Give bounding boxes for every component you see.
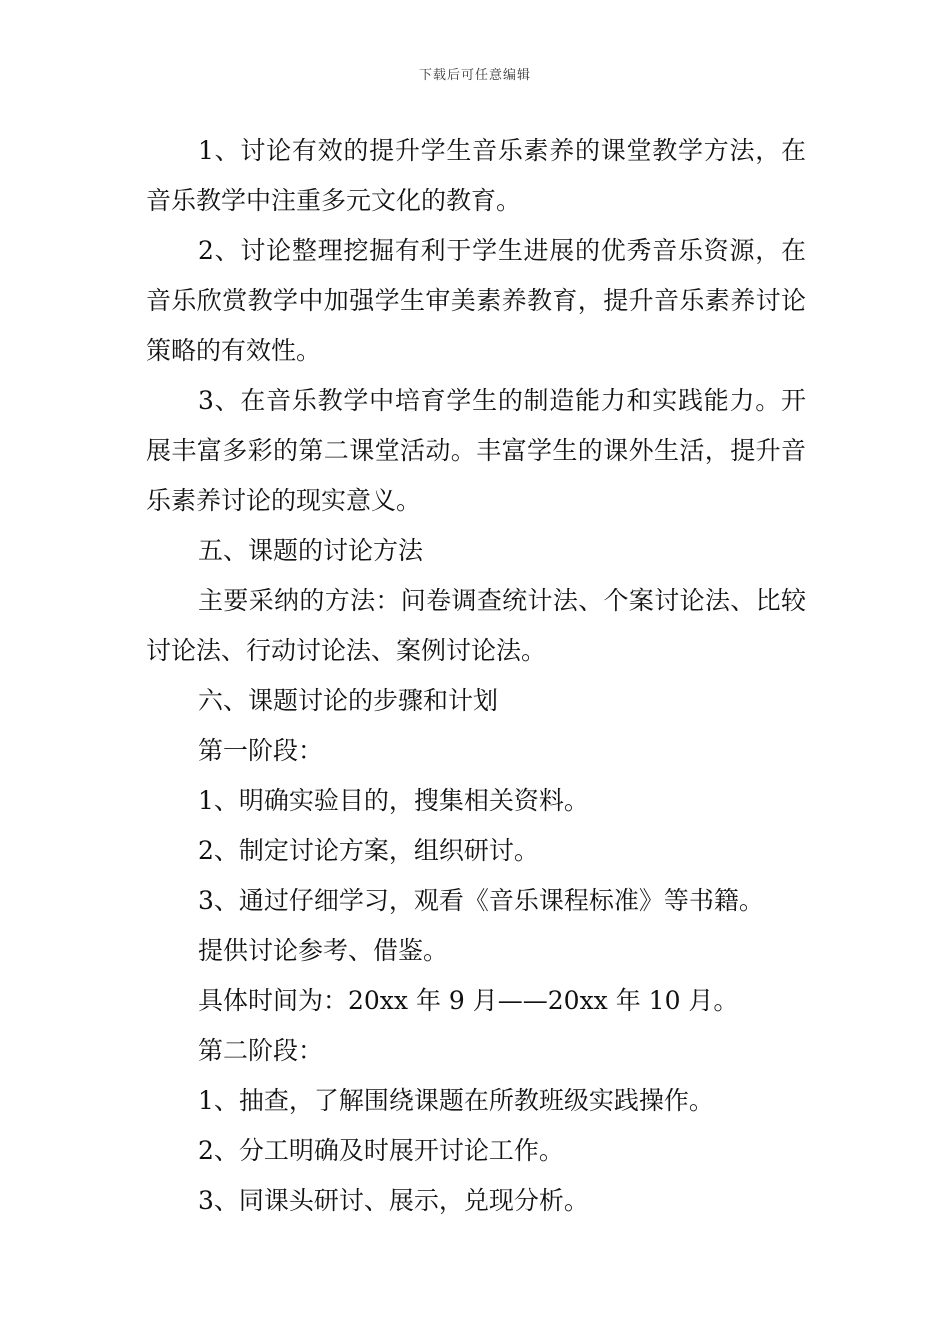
stage-one-time: 具体时间为：20xx 年 9 月——20xx 年 10 月。: [198, 986, 739, 1015]
stage-two-item-3: 3、同课头研讨、展示，兑现分析。: [198, 1186, 589, 1215]
document-body: [146, 126, 806, 1226]
paragraph-goal-1: 1、讨论有效的提升学生音乐素养的课堂教学方法，在音乐教学中注重多元文化的教育。: [146, 136, 806, 215]
stage-one-item-3: 3、通过仔细学习，观看《音乐课程标准》等书籍。: [198, 886, 764, 915]
stage-one-item-1: 1、明确实验目的，搜集相关资料。: [198, 786, 589, 815]
section-heading-methods: 五、课题的讨论方法: [198, 536, 424, 565]
paragraph-goal-2: 2、讨论整理挖掘有利于学生进展的优秀音乐资源，在音乐欣赏教学中加强学生审美素养教育，提升音乐素养讨论策略的有效性。: [146, 236, 806, 365]
page-header: 下载后可任意编辑: [418, 68, 531, 83]
stage-two-item-2: 2、分工明确及时展开讨论工作。: [198, 1136, 564, 1165]
paragraph-methods: 主要采纳的方法：问卷调查统计法、个案讨论法、比较讨论法、行动讨论法、案例讨论法。: [146, 586, 806, 665]
section-heading-steps: 六、课题讨论的步骤和计划: [198, 686, 499, 715]
paragraph-goal-3: 3、在音乐教学中培育学生的制造能力和实践能力。开展丰富多彩的第二课堂活动。丰富学生的课外生活，提升音乐素养讨论的现实意义。: [146, 386, 806, 515]
stage-one-item-2: 2、制定讨论方案，组织研讨。: [198, 836, 539, 865]
stage-one-note: 提供讨论参考、借鉴。: [198, 936, 449, 965]
stage-two-heading: 第二阶段：: [198, 1036, 324, 1065]
stage-one-heading: 第一阶段：: [198, 736, 324, 765]
stage-two-item-1: 1、抽查，了解围绕课题在所教班级实践操作。: [198, 1086, 714, 1115]
